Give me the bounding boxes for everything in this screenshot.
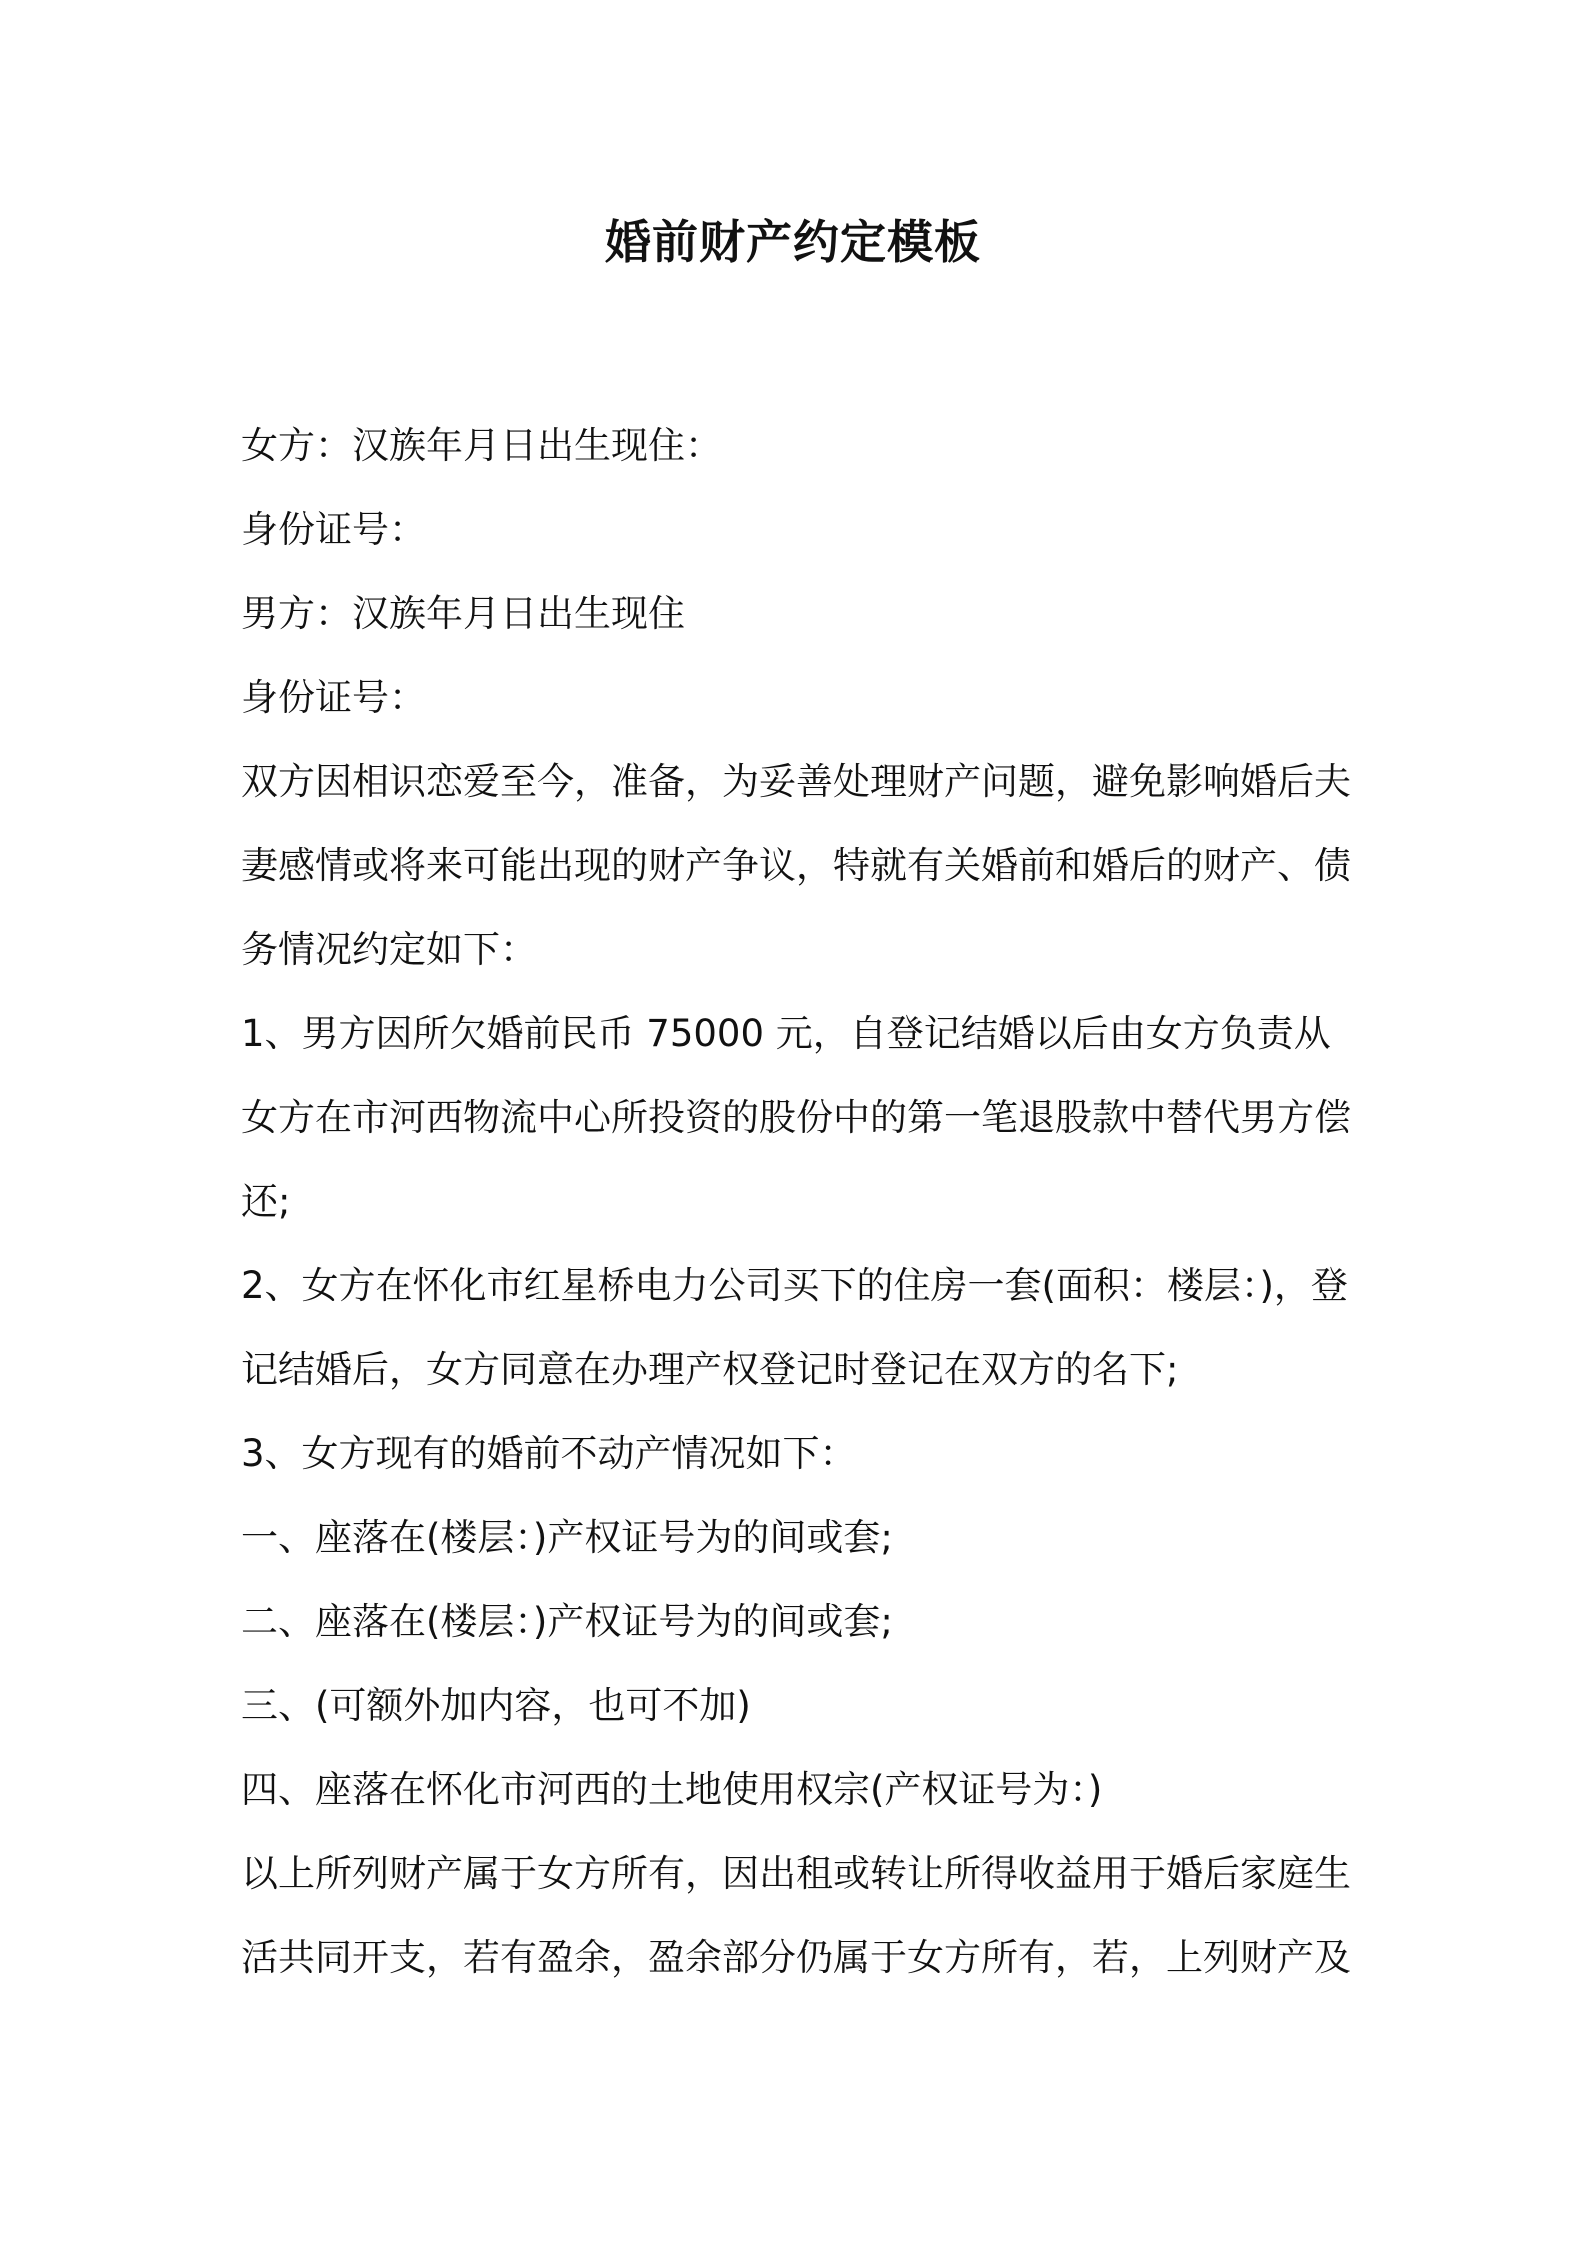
paragraph-male-party: 男方：汉族年月日出生现住	[241, 592, 685, 635]
document-title: 婚前财产约定模板	[605, 215, 981, 269]
paragraph-clause-2: 2、女方在怀化市红星桥电力公司买下的住房一套(面积：楼层：)，登记结婚后，女方同意在办理产权登记时登记在双方的名下;	[241, 1264, 1348, 1391]
paragraph-preamble: 双方因相识恋爱至今，准备，为妥善处理财产问题，避免影响婚后夫妻感情或将来可能出现的财产争议，特就有关婚前和婚后的财产、债务情况约定如下：	[241, 760, 1351, 971]
paragraph-clause-1: 1、男方因所欠婚前民币 75000 元，自登记结婚以后由女方负责从女方在市河西物流中心所投资的股份中的第一笔退股款中替代男方偿还;	[241, 1012, 1351, 1223]
paragraph-female-id: 身份证号：	[241, 508, 426, 551]
paragraph-item-3: 三、(可额外加内容，也可不加)	[241, 1684, 751, 1727]
document-body	[241, 404, 1351, 2000]
paragraph-male-id: 身份证号：	[241, 676, 426, 719]
paragraph-female-party: 女方：汉族年月日出生现住：	[241, 424, 722, 467]
paragraph-item-2: 二、座落在(楼层：)产权证号为的间或套;	[241, 1600, 893, 1643]
paragraph-summary: 以上所列财产属于女方所有，因出租或转让所得收益用于婚后家庭生活共同开支，若有盈余，盈余部分仍属于女方所有，若，上列财产及	[241, 1852, 1351, 1979]
paragraph-clause-3: 3、女方现有的婚前不动产情况如下：	[241, 1432, 857, 1475]
paragraph-item-1: 一、座落在(楼层：)产权证号为的间或套;	[241, 1516, 893, 1559]
paragraph-item-4: 四、座落在怀化市河西的土地使用权宗(产权证号为：)	[241, 1768, 1103, 1811]
